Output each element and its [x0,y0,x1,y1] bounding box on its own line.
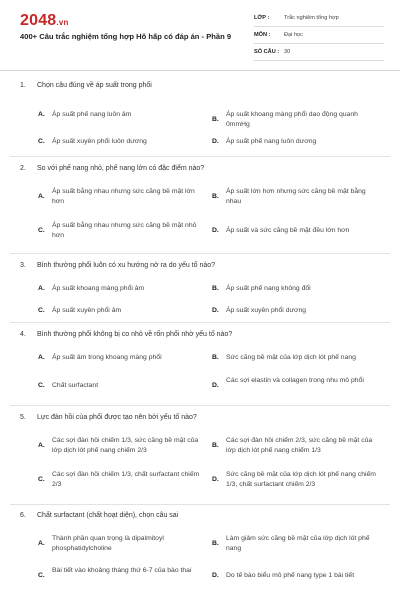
document-title: 400+ Câu trắc nghiệm tổng hợp Hô hấp có đáp án - Phần 9 [20,32,232,41]
question-divider [10,253,390,254]
question-stem [20,331,232,338]
question-stem [20,82,152,89]
option-letter: B. [212,354,219,361]
option-letter: D. [212,307,219,314]
meta-value-class: Trắc nghiệm tổng hợp [284,15,339,21]
option-text: Áp suất xuyên phổi dương [226,307,307,314]
option-text: Áp suất phế nang luôn dương [226,138,317,145]
question-text: Chọn câu đúng về áp suất trong phổi [37,82,152,89]
meta-row-subject [254,29,384,44]
option-text: Các sợi đàn hồi chiếm 1/3, sức căng bề mặt của lớp dịch lót phế nang chiếm 2/3 [52,437,199,454]
question-stem [20,512,178,519]
option-letter: C. [38,572,45,579]
option-text: Áp suất lớn hơn nhưng sức căng bề mặt bằng nhau [226,188,366,205]
header-divider [0,70,400,71]
option-letter: C. [38,307,45,314]
option-letter: B. [212,285,219,292]
meta-key-class: LỚP : [254,15,270,21]
option-text: Bài tiết vào khoảng tháng thứ 6-7 của bào thai [52,567,192,574]
question-number: 4. [20,331,26,338]
question-text: Bình thường phổi luôn có xu hướng nở ra do yếu tố nào? [37,262,216,269]
question-text: So với phế nang nhỏ, phế nang lớn có đặc điểm nào? [37,165,205,172]
meta-row-count [254,46,384,61]
option-letter: C. [38,138,45,145]
option-text: Áp suất xuyên phổi âm [52,307,122,314]
option-letter: D. [212,138,219,145]
question-text: Lực đàn hồi của phổi được tạo nên bởi yếu tố nào? [37,414,197,421]
option-letter: D. [212,382,219,389]
option-letter: A. [38,540,45,547]
document-header [0,0,400,68]
option-text: Sức căng bề mặt của lớp dịch lót phế nang [226,354,356,361]
option-letter: A. [38,354,45,361]
option-letter: B. [212,116,219,123]
option-text: Áp suất khoang màng phổi dao động quanh 0mmHg [226,111,358,128]
option-text: Các sợi elastin và collagen trong nhu mô phổi [226,377,364,384]
question-text: Bình thường phổi không bị co nhỏ về rốn phổi nhờ yếu tố nào? [37,331,233,338]
option-letter: C. [38,476,45,483]
option-letter: B. [212,442,219,449]
option-text: Áp suất phế nang không đổi [226,285,311,292]
option-text: Sức căng bề mặt của lớp dịch lót phế nang chiếm 1/3, chất surfactant chiếm 2/3 [226,471,376,488]
question-divider [10,504,390,505]
question-number: 3. [20,262,26,269]
question-divider [10,156,390,157]
meta-info-panel [254,12,384,63]
meta-row-class [254,12,384,27]
question-stem [20,414,197,421]
question-divider [10,405,390,406]
option-text: Áp suất xuyên phổi luôn dương [52,138,147,145]
question-number: 6. [20,512,26,519]
option-text: Các sợi đàn hồi chiếm 2/3, sức căng bề mặt của lớp dịch lót phế nang chiếm 1/3 [226,437,373,454]
question-stem [20,165,204,172]
question-number: 2. [20,165,26,172]
option-text: Áp suất khoang màng phổi âm [52,285,145,292]
logo-main: 2048 [20,12,57,29]
option-text: Thành phần quan trọng là dipalmitoyl phosphatidylcholine [52,535,164,552]
site-logo[interactable] [20,12,69,30]
option-letter: D. [212,572,219,579]
logo-tld: .vn [56,18,69,27]
question-number: 5. [20,414,26,421]
question-divider [10,322,390,323]
option-letter: A. [38,193,45,200]
option-text: Áp suất âm trong khoang màng phổi [52,354,162,361]
option-letter: A. [38,111,45,118]
option-letter: B. [212,193,219,200]
meta-value-count: 30 [284,49,291,55]
option-text: Áp suất bằng nhau nhưng sức căng bề mặt lớn hơn [52,188,195,205]
option-text: Áp suất phế nang luôn âm [52,111,132,118]
option-letter: C. [38,227,45,234]
option-letter: D. [212,476,219,483]
option-text: Do tế bào biểu mô phế nang type 1 bài tiết [226,572,355,579]
option-letter: B. [212,540,219,547]
option-letter: A. [38,442,45,449]
option-text: Áp suất và sức căng bề mặt đều lớn hơn [226,227,350,234]
option-letter: D. [212,227,219,234]
meta-value-subject: Đại học [284,32,303,38]
option-letter: A. [38,285,45,292]
option-letter: C. [38,382,45,389]
meta-key-count: SỐ CÂU : [254,49,280,55]
option-text: Các sợi đàn hồi chiếm 1/3, chất surfactant chiếm 2/3 [52,471,200,488]
option-text: Làm giảm sức căng bề mặt của lớp dịch lót phế nang [226,535,370,552]
question-stem [20,262,215,269]
question-number: 1. [20,82,26,89]
option-text: Áp suất bằng nhau nhưng sức căng bề mặt nhỏ hơn [52,222,197,239]
question-text: Chất surfactant (chất hoạt diện), chọn câu sai [37,512,179,519]
meta-key-subject: MÔN : [254,32,271,38]
option-text: Chất surfactant [52,382,99,389]
